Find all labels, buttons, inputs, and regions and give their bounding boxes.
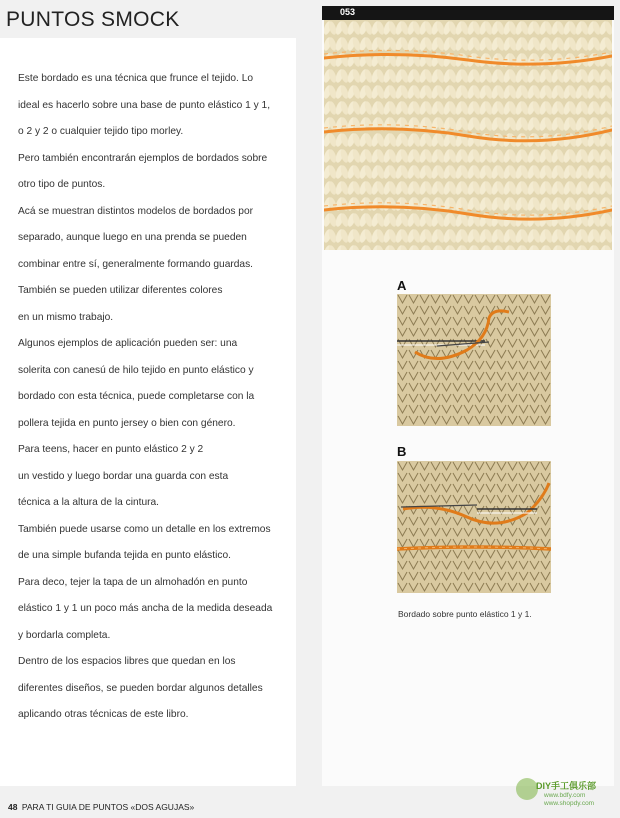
page-title: PUNTOS SMOCK — [6, 8, 180, 31]
diagram-b — [397, 461, 551, 593]
body-line: bordado con esta técnica, puede completarse con la — [18, 391, 255, 402]
page-footer — [8, 802, 194, 812]
diagram-a-label: A — [397, 278, 407, 293]
body-text — [18, 66, 288, 729]
page-number: 48 — [8, 802, 18, 812]
watermark-url-2: www.shopdy.com — [544, 800, 595, 807]
body-line: También puede usarse como un detalle en los extremos — [18, 523, 271, 535]
body-line: otro tipo de puntos. — [18, 179, 106, 190]
body-line: pollera tejida en punto jersey o bien con género. — [18, 417, 236, 429]
stitch-number: 053 — [340, 7, 356, 17]
diagram-caption: Bordado sobre punto elástico 1 y 1. — [398, 609, 532, 619]
body-line: y bordarla completa. — [18, 629, 111, 641]
body-line: También se pueden utilizar diferentes colores — [18, 285, 223, 296]
diagram-b-label: B — [397, 444, 407, 459]
body-line: combinar entre sí, generalmente formando guardas. — [18, 258, 254, 270]
watermark — [514, 776, 618, 812]
body-line: aplicando otras técnicas de este libro. — [18, 709, 189, 720]
body-line: elástico 1 y 1 un poco más ancha de la medida deseada — [18, 603, 273, 614]
watermark-brand: DIY手工俱乐部 — [536, 781, 597, 791]
footer-text: PARA TI GUIA DE PUNTOS «DOS AGUJAS» — [21, 802, 195, 812]
body-line: ideal es hacerlo sobre una base de punto elástico 1 y 1, — [18, 99, 271, 111]
body-line: en un mismo trabajo. — [18, 311, 114, 323]
body-line: o 2 y 2 o cualquier tejido tipo morley. — [18, 126, 184, 137]
text-column — [0, 38, 296, 786]
body-line: Este bordado es una técnica que frunce el tejido. Lo — [18, 73, 254, 84]
body-line: solerita con canesú de hilo tejido en punto elástico y — [18, 364, 254, 376]
body-line: separado, aunque luego en una prenda se pueden — [18, 232, 247, 243]
body-line: Dentro de los espacios libres que quedan en los — [18, 656, 236, 667]
body-line: Para teens, hacer en punto elástico 2 y 2 — [18, 444, 204, 455]
body-line: Para deco, tejer la tapa de un almohadón en punto — [18, 576, 248, 588]
watermark-logo-icon — [516, 778, 538, 800]
body-line: Algunos ejemplos de aplicación pueden ser: una — [18, 338, 238, 349]
body-line: Pero también encontrarán ejemplos de bordados sobre — [18, 152, 268, 164]
body-line: Acá se muestran distintos modelos de bordados por — [18, 205, 254, 217]
body-line: diferentes diseños, se pueden bordar algunos detalles — [18, 682, 263, 694]
diagram-a — [397, 294, 551, 426]
watermark-url: www.bdfy.com — [544, 792, 586, 799]
body-line: de una simple bufanda tejida en punto elástico. — [18, 550, 231, 561]
body-line: técnica a la altura de la cintura. — [18, 497, 160, 508]
body-line: un vestido y luego bordar una guarda con esta — [18, 470, 229, 482]
stitch-number-bar — [322, 6, 614, 20]
knit-sample-photo — [324, 20, 612, 250]
